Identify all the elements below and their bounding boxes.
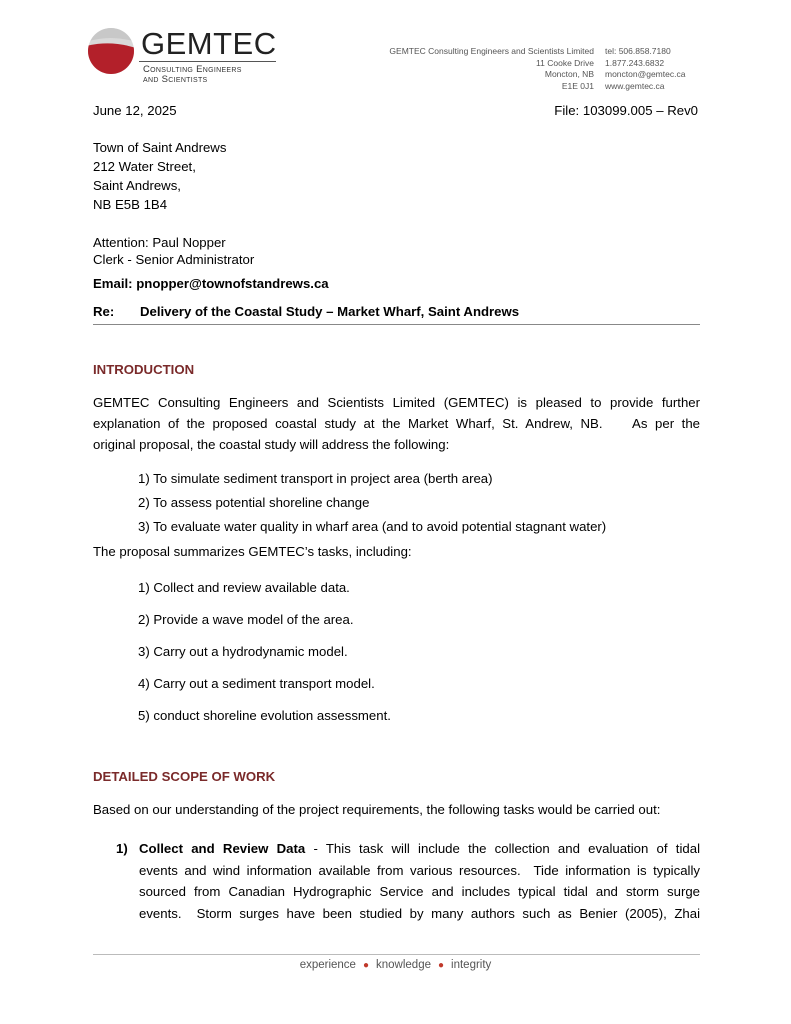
addressee-line: 212 Water Street, [93,159,196,174]
firm-tel: tel: 506.858.7180 [605,46,671,56]
firm-city: Moncton, NB [544,69,594,79]
footer-word: knowledge [376,959,431,971]
paragraph-line: GEMTEC Consulting Engineers and Scientists Limited (GEMTEC) is pleased to provide further [93,395,700,410]
task-item: 3) Carry out a hydrodynamic model. [138,644,348,659]
paragraph-line: original proposal, the coastal study will address the following: [93,437,450,452]
task-item: 4) Carry out a sediment transport model. [138,676,375,691]
footer-word: integrity [451,959,492,971]
subject-text: Delivery of the Coastal Study – Market Wharf, Saint Andrews [140,304,520,319]
scope-task-line-text: - This task will include the collection and evaluation of tidal [305,841,700,856]
task-item: 2) Provide a wave model of the area. [138,612,354,627]
subject-label: Re: [93,304,115,319]
scope-task-number: 1) [116,841,128,856]
bullet-dot-icon: ● [437,960,445,971]
scope-task-body [139,838,700,924]
objective-item: 2) To assess potential shoreline change [138,495,370,510]
attention-title: Clerk - Senior Administrator [93,252,255,267]
file-number: File: 103099.005 – Rev0 [554,103,698,118]
attention-name: Attention: Paul Nopper [93,235,226,250]
introduction-paragraph [93,392,700,455]
scope-heading: DETAILED SCOPE OF WORK [93,769,276,784]
tasks-intro: The proposal summarizes GEMTEC’s tasks, including: [93,544,412,559]
scope-task-line: sourced from Canadian Hydrographic Service and includes typical tidal and storm surge [139,884,700,899]
addressee-line: Saint Andrews, [93,178,181,193]
bullet-dot-icon: ● [362,960,369,971]
firm-street: 11 Cooke Drive [536,57,594,68]
logo-tagline-line-2: and Scientists [143,74,208,85]
footer-word: experience [299,959,356,971]
objective-item: 3) To evaluate water quality in wharf area (and to avoid potential stagnant water) [138,519,607,534]
introduction-heading: INTRODUCTION [93,362,195,377]
addressee-block [93,138,226,214]
subject-line [93,302,519,321]
attention-block [93,234,254,268]
logo-tagline-line-1: Consulting Engineers [143,64,242,75]
task-item: 5) conduct shoreline evolution assessment. [138,708,391,723]
firm-name: GEMTEC Consulting Engineers and Scientists Limited [389,46,594,56]
letter-date: June 12, 2025 [93,103,177,118]
firm-tollfree: 1.877.243.6832 [605,57,665,68]
firm-postal: E1E 0J1 [561,80,594,91]
firm-contact [605,46,685,92]
firm-email[interactable]: moncton@gemtec.ca [605,69,686,79]
subject-divider [93,324,700,325]
gemtec-logo-icon [86,26,136,76]
scope-task-line: events and wind information available from various resources. Tide information is typically [139,862,700,878]
firm-address [389,46,594,92]
paragraph-line: explanation of the proposed coastal study at the Market Wharf, St. Andrew, NB. As per the [93,416,700,431]
addressee-line: NB E5B 1B4 [93,197,168,212]
recipient-email[interactable]: Email: pnopper@townofstandrews.ca [93,276,329,291]
task-item: 1) Collect and review available data. [138,580,350,595]
firm-website[interactable]: www.gemtec.ca [605,80,665,91]
logo-tagline [143,65,242,85]
gemtec-logo [86,24,276,88]
logo-wordmark: GEMTEC [141,26,277,61]
objective-item: 1) To simulate sediment transport in project area (berth area) [138,471,493,486]
scope-paragraph: Based on our understanding of the project requirements, the following tasks would be carried out: [93,802,661,817]
logo-divider [139,61,276,62]
scope-task-line: events. Storm surges have been studied by many authors such as Benier (2005), Zhai [139,905,700,921]
scope-task-line [139,838,700,860]
addressee-line: Town of Saint Andrews [93,140,227,155]
scope-task-title: Collect and Review Data [139,841,306,856]
footer-divider [93,954,700,955]
footer-tagline [0,959,791,971]
